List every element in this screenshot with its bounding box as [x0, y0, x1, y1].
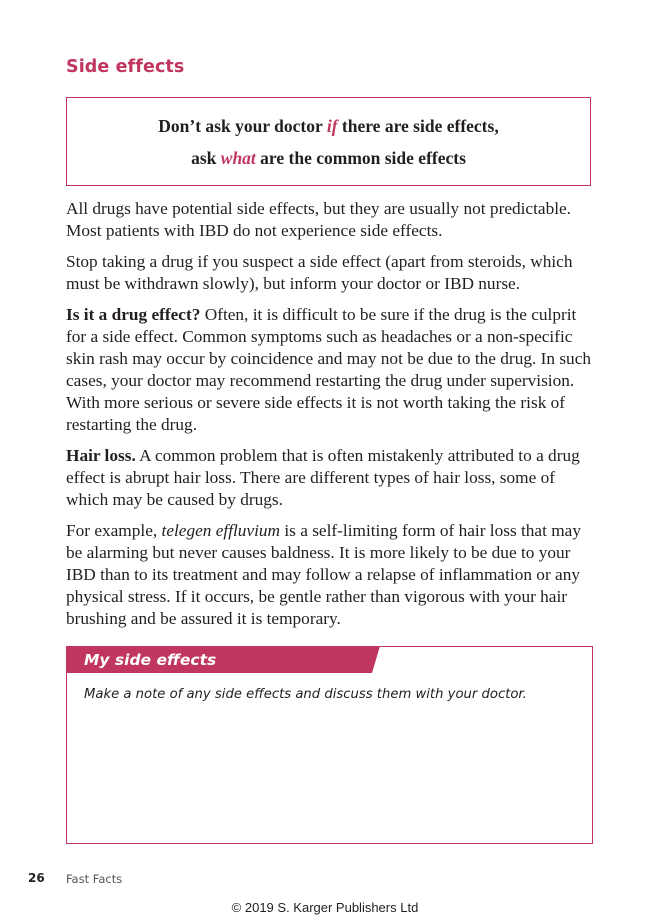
section-heading: Side effects — [66, 57, 185, 77]
paragraph-hair-loss — [66, 445, 596, 511]
notes-title: My side effects — [84, 651, 217, 669]
paragraph-stop-taking: Stop taking a drug if you suspect a side effect (apart from steroids, which must be withdrawn slowly), but inform your doctor or IBD nurse. — [66, 252, 573, 293]
paragraph-drug-effect — [66, 304, 596, 436]
side-effects-notes-box[interactable] — [66, 646, 593, 844]
drug-effect-lead: Is it a drug effect? — [66, 305, 201, 324]
paragraph-example — [66, 520, 596, 630]
callout-emphasis-what: what — [220, 148, 256, 168]
example-pre: For example, — [66, 521, 162, 540]
callout-line-1-post: there are side effects, — [337, 116, 499, 136]
example-post: is a self-limiting form of hair loss that may be alarming but never causes baldness. It is more likely to be due to your IBD than to its treatment and may follow a relapse of inflammation or any physical stress. If it occurs, be gentle rather than vigorous with your hair brushing and be assured it is temporary. — [66, 521, 581, 628]
callout-box — [66, 97, 591, 186]
callout-emphasis-if: if — [326, 116, 338, 136]
example-term: telegen effluvium — [161, 521, 281, 540]
running-title: Fast Facts — [66, 872, 123, 886]
page-number: 26 — [28, 871, 45, 885]
paragraph-intro: All drugs have potential side effects, but they are usually not predictable. Most patients with IBD do not experience side effects. — [66, 199, 572, 240]
drug-effect-text: Often, it is difficult to be sure if the drug is the culprit for a side effect. Common symptoms such as headaches or a non-specific skin rash may occur by coincidence and may not be due to the drug. In such cases, your doctor may recommend restarting the drug under supervision. With more serious or severe side effects it is not worth taking the risk of restarting the drug. — [66, 305, 592, 434]
notes-instruction: Make a note of any side effects and discuss them with your doctor. — [84, 687, 527, 702]
callout-line-2-pre: ask — [191, 148, 221, 168]
callout-line-1 — [67, 116, 590, 137]
callout-line-1-pre: Don’t ask your doctor — [158, 116, 327, 136]
hair-loss-text: A common problem that is often mistakenly attributed to a drug effect is abrupt hair loss. There are different types of hair loss, some of which may be caused by drugs. — [66, 446, 580, 509]
body-text — [66, 198, 596, 639]
hair-loss-lead: Hair loss. — [66, 446, 136, 465]
callout-line-2 — [67, 148, 590, 169]
copyright-notice: © 2019 S. Karger Publishers Ltd — [231, 900, 419, 915]
callout-line-2-post: are the common side effects — [255, 148, 466, 168]
